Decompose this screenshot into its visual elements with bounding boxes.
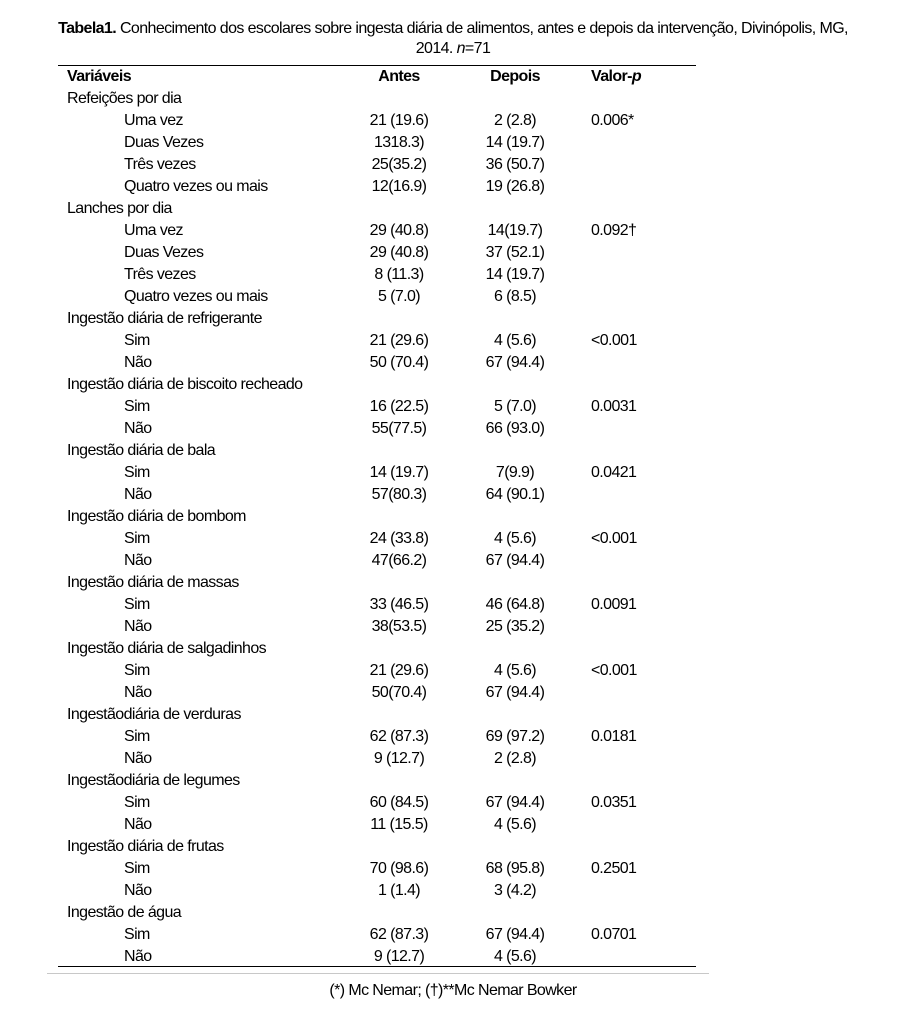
cell-antes: 21 (19.6) (369, 112, 429, 129)
group-label: Ingestão diária de biscoito recheado (67, 376, 303, 393)
cell-antes: 50 (70.4) (369, 354, 429, 371)
header-variaveis: Variáveis (67, 68, 131, 85)
row-label: Sim (124, 728, 150, 745)
cell-antes: 47(66.2) (371, 552, 427, 569)
table-row (58, 682, 696, 704)
group-label: Ingestão diária de bala (67, 442, 216, 459)
cell-valor-p: 0.0181 (591, 728, 637, 745)
cell-depois: 4 (5.6) (493, 662, 537, 679)
group-label: Ingestãodiária de legumes (67, 772, 240, 789)
row-label: Não (124, 684, 152, 701)
cell-antes: 21 (29.6) (369, 662, 429, 679)
cell-depois: 4 (5.6) (493, 948, 537, 965)
cell-depois: 67 (94.4) (485, 684, 545, 701)
group-row (58, 374, 696, 396)
cell-antes: 9 (12.7) (373, 750, 425, 767)
cell-antes: 9 (12.7) (373, 948, 425, 965)
cell-valor-p: 0.0701 (591, 926, 637, 943)
cell-antes: 50(70.4) (371, 684, 427, 701)
cell-valor-p: 0.2501 (591, 860, 637, 877)
table-row (58, 858, 696, 880)
row-label: Não (124, 750, 152, 767)
header-valor-p (591, 66, 641, 88)
group-row (58, 88, 696, 110)
cell-depois: 14 (19.7) (485, 266, 545, 283)
cell-antes: 55(77.5) (371, 420, 427, 437)
table-row (58, 418, 696, 440)
group-row (58, 902, 696, 924)
table-row (58, 660, 696, 682)
data-table (58, 66, 696, 968)
cell-depois: 3 (4.2) (493, 882, 537, 899)
table-row (58, 396, 696, 418)
cell-depois: 6 (8.5) (493, 288, 537, 305)
group-label: Ingestão diária de bombom (67, 508, 246, 525)
table-caption (0, 19, 906, 59)
group-row (58, 836, 696, 858)
cell-valor-p: <0.001 (591, 662, 637, 679)
cell-antes: 1318.3) (373, 134, 425, 151)
row-label: Sim (124, 860, 150, 877)
group-row (58, 770, 696, 792)
row-label: Três vezes (124, 266, 196, 283)
group-row (58, 506, 696, 528)
group-label: Ingestão diária de frutas (67, 838, 224, 855)
table-row (58, 264, 696, 286)
table-row (58, 154, 696, 176)
group-row (58, 572, 696, 594)
table-row (58, 330, 696, 352)
row-label: Sim (124, 794, 150, 811)
cell-antes: 16 (22.5) (369, 398, 429, 415)
row-label: Sim (124, 662, 150, 679)
table-row (58, 594, 696, 616)
table-row (58, 176, 696, 198)
row-label: Quatro vezes ou mais (124, 178, 268, 195)
group-row (58, 308, 696, 330)
table-bottom-rule (58, 966, 696, 967)
group-row (58, 638, 696, 660)
row-label: Não (124, 420, 152, 437)
table-row (58, 132, 696, 154)
cell-antes: 57(80.3) (371, 486, 427, 503)
header-antes: Antes (378, 68, 420, 85)
cell-valor-p: <0.001 (591, 530, 637, 547)
cell-depois: 67 (94.4) (485, 552, 545, 569)
table-row (58, 462, 696, 484)
table-caption-year: 2014. (415, 40, 457, 57)
group-row (58, 704, 696, 726)
cell-depois: 4 (5.6) (493, 530, 537, 547)
header-valor-p-text: Valor- (591, 68, 632, 85)
row-label: Não (124, 618, 152, 635)
cell-antes: 8 (11.3) (374, 266, 424, 283)
row-label: Quatro vezes ou mais (124, 288, 268, 305)
row-label: Sim (124, 530, 150, 547)
cell-antes: 12(16.9) (371, 178, 427, 195)
cell-antes: 24 (33.8) (369, 530, 429, 547)
row-label: Sim (124, 332, 150, 349)
cell-depois: 2 (2.8) (493, 112, 537, 129)
row-label: Não (124, 816, 152, 833)
cell-antes: 21 (29.6) (369, 332, 429, 349)
group-label: Lanches por dia (67, 200, 172, 217)
cell-antes: 70 (98.6) (369, 860, 429, 877)
cell-depois: 69 (97.2) (485, 728, 545, 745)
cell-depois: 14 (19.7) (485, 134, 545, 151)
cell-depois: 4 (5.6) (493, 816, 537, 833)
cell-depois: 46 (64.8) (485, 596, 545, 613)
n-label: n (456, 40, 465, 57)
cell-depois: 4 (5.6) (493, 332, 537, 349)
group-label: Refeições por dia (67, 90, 182, 107)
table-caption-label: Tabela1. (58, 20, 117, 37)
cell-depois: 68 (95.8) (485, 860, 545, 877)
table-row (58, 726, 696, 748)
cell-antes: 62 (87.3) (369, 728, 429, 745)
cell-depois: 66 (93.0) (485, 420, 545, 437)
header-valor-p-italic: p (631, 68, 642, 85)
cell-antes: 33 (46.5) (369, 596, 429, 613)
group-label: Ingestão de água (67, 904, 182, 921)
cell-depois: 67 (94.4) (485, 926, 545, 943)
table-row (58, 946, 696, 968)
table-row (58, 880, 696, 902)
group-row (58, 198, 696, 220)
row-label: Duas Vezes (124, 134, 204, 151)
row-label: Uma vez (124, 222, 183, 239)
cell-antes: 29 (40.8) (369, 244, 429, 261)
cell-depois: 14(19.7) (487, 222, 543, 239)
cell-valor-p: 0.0421 (591, 464, 637, 481)
cell-depois: 19 (26.8) (485, 178, 545, 195)
table-caption-text: Conhecimento dos escolares sobre ingesta diária de alimentos, antes e depois da intervenção, Divinópolis, MG, (116, 20, 848, 37)
table-row (58, 924, 696, 946)
group-label: Ingestão diária de refrigerante (67, 310, 262, 327)
table-body (58, 88, 696, 968)
row-label: Sim (124, 398, 150, 415)
cell-antes: 5 (7.0) (377, 288, 421, 305)
cell-antes: 1 (1.4) (377, 882, 421, 899)
group-label: Ingestão diária de salgadinhos (67, 640, 267, 657)
cell-valor-p: 0.0091 (591, 596, 637, 613)
row-label: Sim (124, 926, 150, 943)
row-label: Não (124, 882, 152, 899)
row-label: Não (124, 552, 152, 569)
cell-antes: 38(53.5) (371, 618, 427, 635)
row-label: Sim (124, 596, 150, 613)
cell-valor-p: 0.0351 (591, 794, 637, 811)
row-label: Não (124, 486, 152, 503)
table-row (58, 110, 696, 132)
n-value: =71 (464, 40, 491, 57)
cell-depois: 25 (35.2) (485, 618, 545, 635)
cell-depois: 64 (90.1) (485, 486, 545, 503)
cell-depois: 2 (2.8) (493, 750, 537, 767)
table-row (58, 616, 696, 638)
table-row (58, 748, 696, 770)
cell-antes: 11 (15.5) (370, 816, 428, 833)
table-row (58, 242, 696, 264)
table-header-row (58, 66, 696, 88)
table-row (58, 220, 696, 242)
cell-antes: 14 (19.7) (369, 464, 429, 481)
table-row (58, 528, 696, 550)
cell-valor-p: <0.001 (591, 332, 637, 349)
cell-depois: 67 (94.4) (485, 794, 545, 811)
row-label: Não (124, 354, 152, 371)
row-label: Sim (124, 464, 150, 481)
table-row (58, 550, 696, 572)
cell-depois: 67 (94.4) (485, 354, 545, 371)
row-label: Não (124, 948, 152, 965)
group-label: Ingestãodiária de verduras (67, 706, 241, 723)
table-row (58, 286, 696, 308)
table-row (58, 814, 696, 836)
row-label: Três vezes (124, 156, 196, 173)
separator-line (47, 973, 709, 974)
cell-antes: 62 (87.3) (369, 926, 429, 943)
table-footnote: (*) Mc Nemar; (†)**Mc Nemar Bowker (329, 982, 577, 999)
cell-antes: 25(35.2) (371, 156, 427, 173)
group-row (58, 440, 696, 462)
table-row (58, 792, 696, 814)
cell-depois: 36 (50.7) (485, 156, 545, 173)
cell-valor-p: 0.092† (591, 222, 637, 239)
row-label: Duas Vezes (124, 244, 204, 261)
group-label: Ingestão diária de massas (67, 574, 239, 591)
cell-depois: 5 (7.0) (493, 398, 537, 415)
cell-depois: 7(9.9) (495, 464, 535, 481)
table-row (58, 484, 696, 506)
cell-antes: 60 (84.5) (369, 794, 429, 811)
cell-valor-p: 0.0031 (591, 398, 637, 415)
cell-valor-p: 0.006* (591, 112, 634, 129)
cell-antes: 29 (40.8) (369, 222, 429, 239)
table-row (58, 352, 696, 374)
cell-depois: 37 (52.1) (485, 244, 545, 261)
row-label: Uma vez (124, 112, 183, 129)
header-depois: Depois (490, 68, 540, 85)
